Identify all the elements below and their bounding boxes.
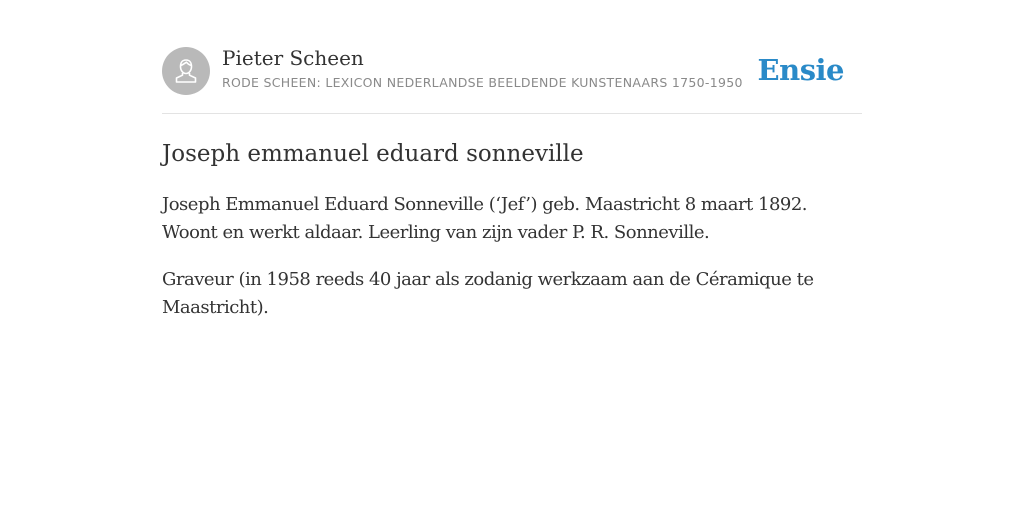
entry-header [162, 0, 862, 114]
source-publication[interactable]: RODE SCHEEN: LEXICON NEDERLANDSE BEELDENDE KUNSTENAARS 1750-1950 [222, 75, 743, 90]
author-avatar[interactable] [162, 47, 210, 95]
brand-logo[interactable]: Ensie [757, 53, 844, 87]
entry-card [162, 0, 862, 322]
entry-paragraph: Graveur (in 1958 reeds 40 jaar als zodanig werkzaam aan de Céramique te Maastricht). [162, 269, 814, 318]
author-name[interactable]: Pieter Scheen [222, 46, 364, 70]
entry-paragraph: Joseph Emmanuel Eduard Sonneville (‘Jef’) geb. Maastricht 8 maart 1892. Woont en werkt aldaar. Leerling van zijn vader P. R. Sonneville. [162, 194, 808, 243]
user-silhouette-icon [171, 56, 201, 86]
entry-title: Joseph emmanuel eduard sonneville [162, 141, 584, 167]
